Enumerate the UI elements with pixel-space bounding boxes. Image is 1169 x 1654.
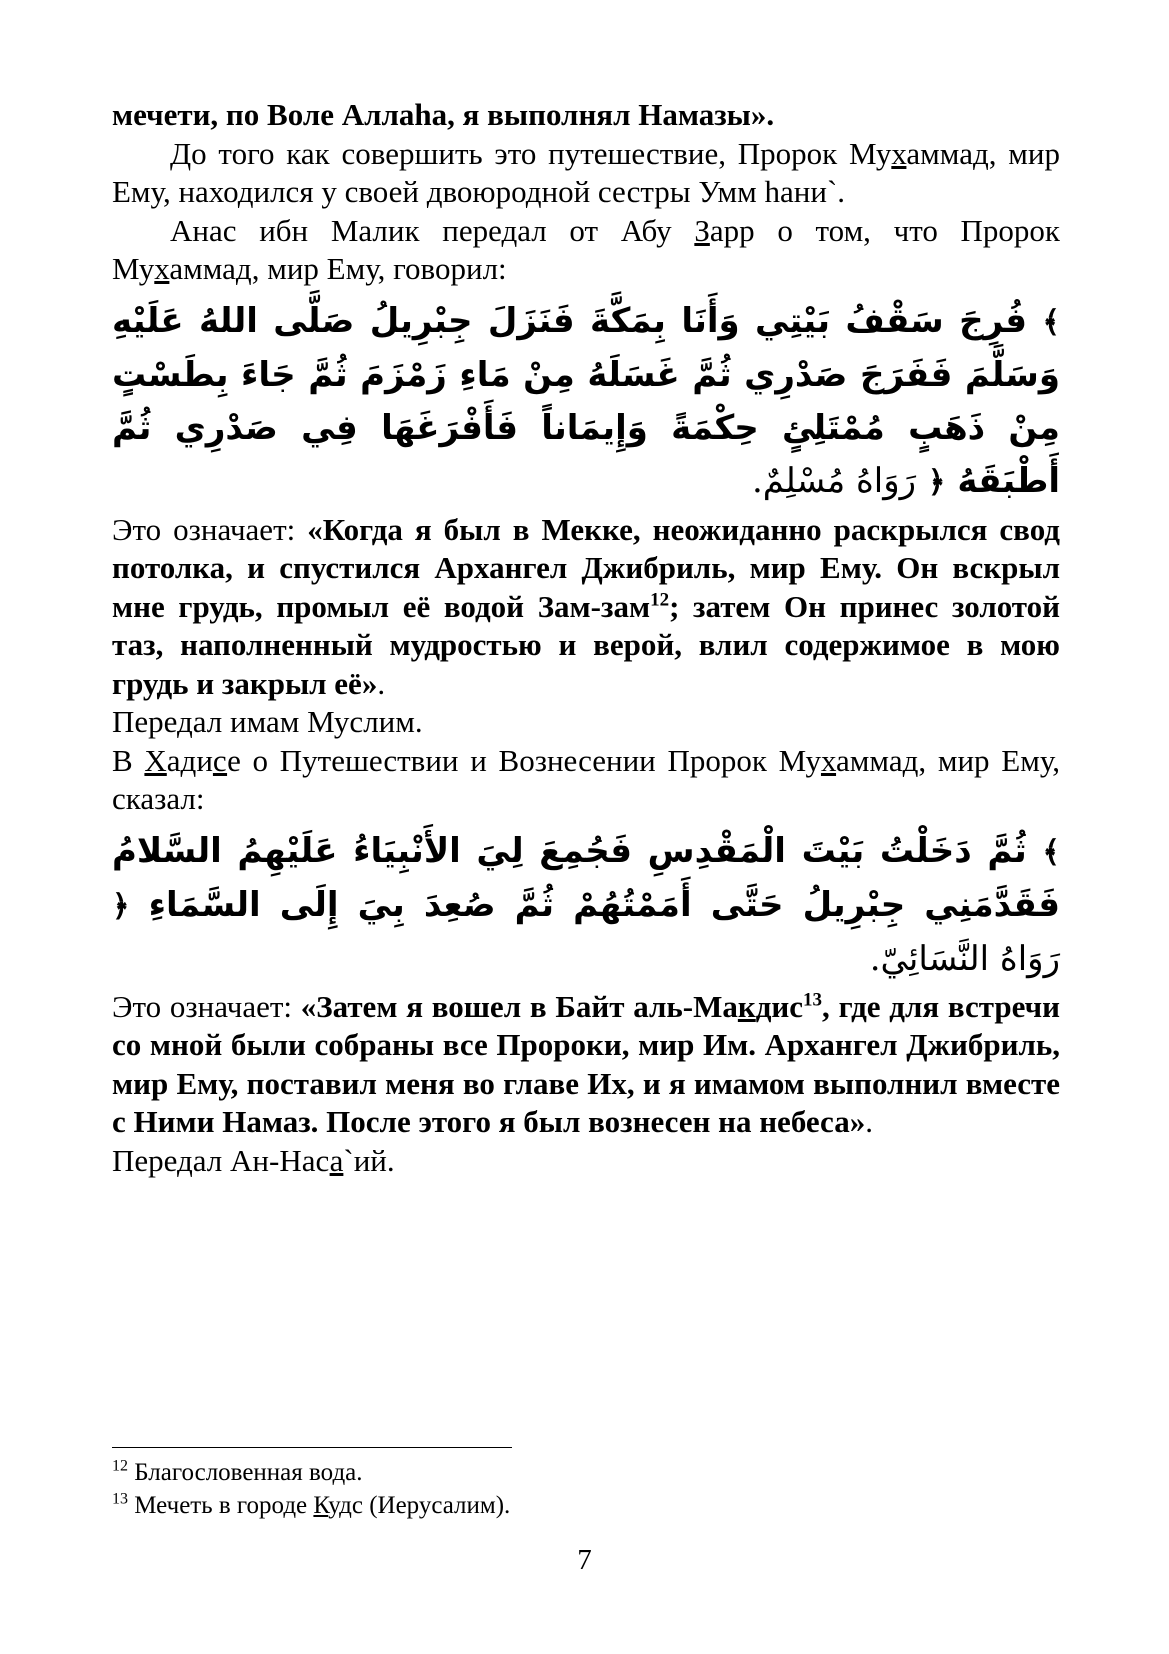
arabic-hadith-2 (112, 825, 1060, 986)
footnote-ref-13[interactable]: 13 (803, 989, 823, 1011)
page-number: 7 (577, 1544, 592, 1576)
footnote-divider (112, 1447, 512, 1448)
source-1: Передал имам Муслим. (112, 704, 423, 739)
ornament-open-icon: ﴾ (1042, 834, 1060, 870)
hadith-2-narrator: رَوَاهُ النَّسَائِيّ. (869, 938, 1060, 979)
ornament-open-icon: ﴾ (1042, 304, 1060, 340)
paragraph-anas: Анас ибн Малик передал от Абу Зарр о том, что Пророк Мухаммад, мир Ему, говорил: (112, 212, 1060, 286)
hadith-1-narrator: رَوَاهُ مُسْلِمٌ. (751, 460, 917, 501)
footnote-12: $^{12}$ Благословенная вода. (112, 1457, 363, 1486)
ornament-close-icon: ﴿ (927, 464, 946, 500)
hadith-1-text: فُرِجَ سَقْفُ بَيْتِي وَأَنَا بِمَكَّةَ فَنَزَلَ جِبْرِيلُ صَلَّى اللهُ عَلَيْهِ وَسَلَّمَ فَفَرَجَ صَدْرِي ثُمَّ غَسَلَهُ مِنْ مَاءِ زَمْزَمَ ثُمَّ جَاءَ بِطَسْتٍ مِنْ ذَهَبٍ مُمْتَلِئٍ حِكْمَةً وَإِيمَاناً فَأَفْرَغَهَا فِي صَدْرِي ثُمَّ أَطْبَقَهُ (112, 300, 1060, 501)
footnotes (112, 1456, 1060, 1522)
translation-2: Это означает: «Затем я вошел в Байт аль-Макдис$^{13}$, где для встречи со мной были собраны все Пророки, мир Им. Архангел Джибриль, мир Ему, поставил меня во главе Их, и я имамом выполнил вместе с Ними Намаз. После этого я был вознесен на небеса». (112, 988, 1060, 1139)
arabic-hadith-1 (112, 295, 1060, 509)
translation-1: Это означает: «Когда я был в Мекке, неожиданно раскрылся свод потолка, и спустился Архангел Джибриль, мир Ему. Он вскрыл мне грудь, промыл её водой Зам-зам$^{12}$; затем Он принес золотой таз, наполненный мудростью и верой, влил содержимое в мою грудь и закрыл её». (112, 511, 1060, 701)
hadith-2-text: ثُمَّ دَخَلْتُ بَيْتَ الْمَقْدِسِ فَجُمِعَ لِيَ الأَنْبِيَاءُ عَلَيْهِمُ السَّلامُ فَقَدَّمَنِي جِبْرِيلُ حَتَّى أَمَمْتُهُمْ ثُمَّ صُعِدَ بِيَ إِلَى السَّمَاءِ (112, 830, 1061, 925)
page-body (112, 96, 1060, 1180)
footnote-13: $^{13}$ Мечеть в городе Кудс (Иерусалим). (112, 1490, 511, 1519)
source-2: Передал Ан-Наса`ий. (112, 1142, 395, 1178)
paragraph-continuation: мечети, по Воле Аллаhа, я выполнял Намазы». (112, 97, 775, 132)
footnote-ref-12[interactable]: 12 (650, 589, 670, 611)
ornament-close-icon: ﴿ (112, 888, 130, 924)
paragraph-intro: До того как совершить это путешествие, Пророк Мухаммад, мир Ему, находился у своей двоюродной сестры Умм hани`. (112, 135, 1060, 209)
paragraph-hadith-intro: В Хадисе о Путешествии и Вознесении Пророк Мухаммад, мир Ему, сказал: (112, 742, 1060, 816)
